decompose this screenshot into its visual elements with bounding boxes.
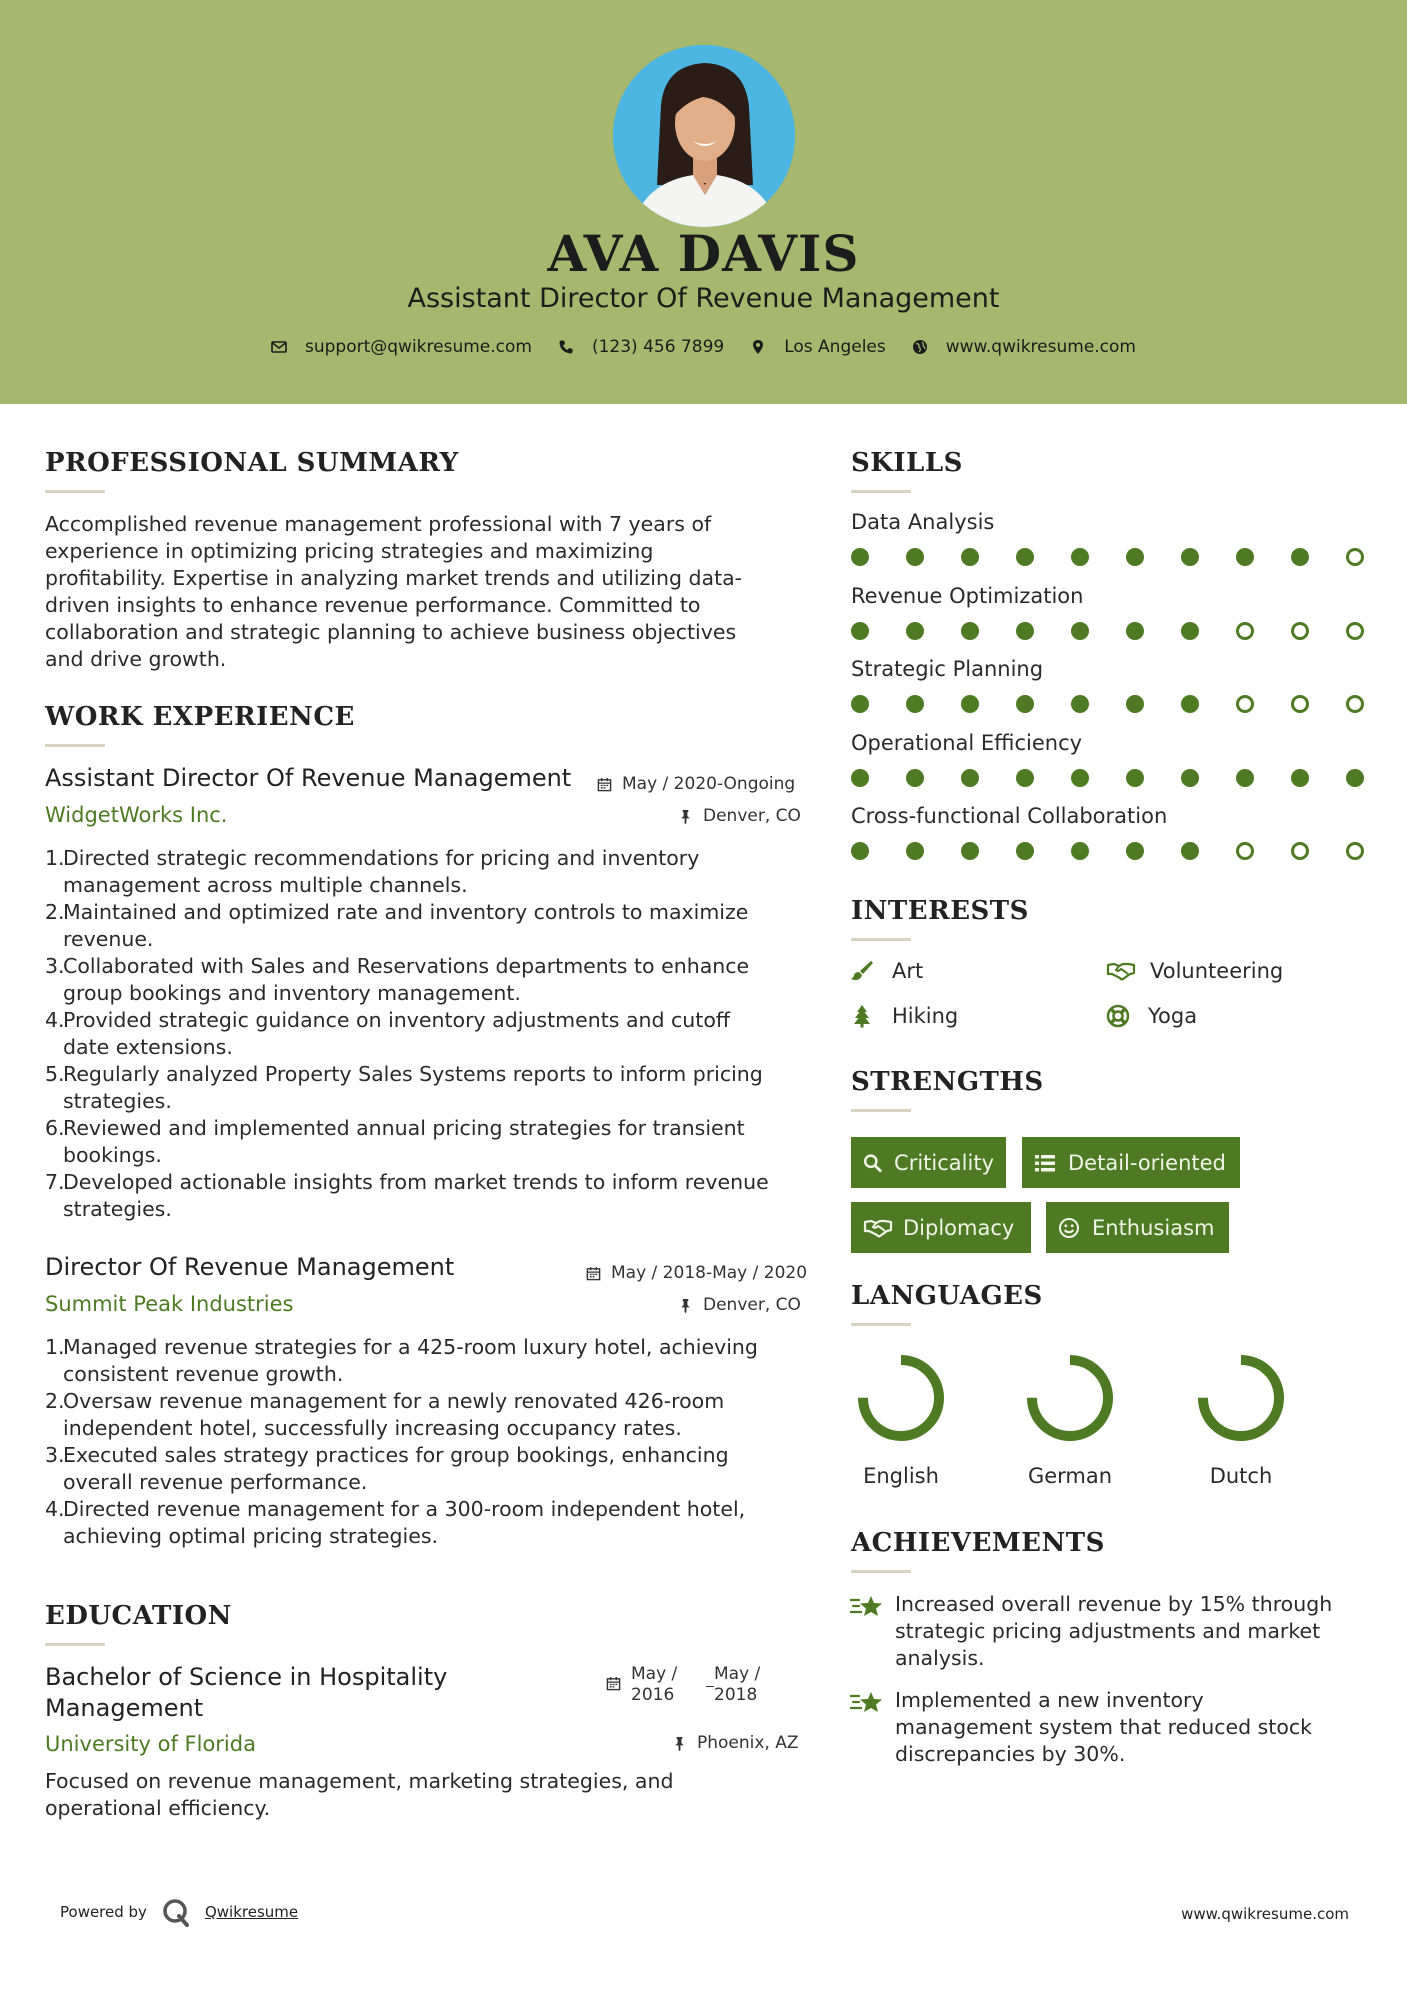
experience-heading: WORK EXPERIENCE <box>45 702 355 732</box>
list-icon <box>1034 1152 1056 1174</box>
summary-heading-rule <box>45 490 105 493</box>
resume-header <box>0 0 1407 404</box>
language-level-ring <box>1193 1350 1289 1446</box>
job-title: Assistant Director Of Revenue Management <box>45 764 572 792</box>
strength-badge <box>1046 1202 1229 1253</box>
globe-icon <box>912 339 928 355</box>
interest-label: Hiking <box>892 1004 959 1028</box>
achievement-text: Increased overall revenue by 15% through strategic pricing adjustments and market analysis. <box>895 1592 1333 1670</box>
education-heading-rule <box>45 1643 105 1646</box>
contact-phone[interactable] <box>558 337 724 357</box>
skill-dot-filled <box>906 695 924 713</box>
list-item: 1. Directed strategic recommendations for pricing and inventory management across multiple channels. <box>45 846 700 897</box>
brand-link[interactable]: Qwikresume <box>204 1903 299 1921</box>
skill-label: Strategic Planning <box>851 657 1044 681</box>
edu-start-date: May / 2016 <box>631 1664 678 1705</box>
profile-photo-image <box>613 45 795 227</box>
skill-dot-filled <box>1291 769 1309 787</box>
job-location <box>678 1295 801 1315</box>
skill-dot-filled <box>1181 548 1199 566</box>
strength-badge <box>851 1137 1006 1188</box>
skills-heading: SKILLS <box>851 448 963 478</box>
skill-dot-filled <box>906 842 924 860</box>
contact-location <box>750 337 886 357</box>
list-item: 4. Provided strategic guidance on inventory adjustments and cutoff date extensions. <box>45 1008 731 1059</box>
skill-dot-empty <box>1346 695 1364 713</box>
skill-dot-filled <box>1126 622 1144 640</box>
paintbrush-icon <box>850 959 874 983</box>
skill-dot-filled <box>1181 769 1199 787</box>
strength-label: Criticality <box>894 1150 994 1175</box>
language-item <box>1181 1350 1301 1488</box>
handshake-icon <box>863 1216 893 1240</box>
summary-line: profitability. Expertise in analyzing market trends and utilizing data- <box>45 566 743 590</box>
skills-heading-rule <box>851 490 911 493</box>
skill-dot-filled <box>1236 548 1254 566</box>
summary-heading: PROFESSIONAL SUMMARY <box>45 448 459 478</box>
strengths-heading: STRENGTHS <box>851 1067 1044 1097</box>
skill-dot-filled <box>1126 842 1144 860</box>
contact-email[interactable] <box>271 337 532 357</box>
language-item <box>1010 1350 1130 1488</box>
skill-dot-filled <box>851 695 869 713</box>
candidate-name: AVA DAVIS <box>547 224 860 283</box>
website-text: www.qwikresume.com <box>945 337 1136 357</box>
edu-calendar <box>606 1676 621 1695</box>
interests-heading-rule <box>851 938 911 941</box>
skill-dot-empty <box>1346 548 1364 566</box>
phone-icon <box>558 339 574 355</box>
skill-rating <box>851 769 1401 787</box>
shooting-star-icon <box>850 1591 884 1621</box>
skill-label: Operational Efficiency <box>851 730 1083 755</box>
job-location <box>678 806 801 826</box>
envelope-icon <box>271 339 287 355</box>
degree-line: Management <box>45 1694 204 1722</box>
skill-label: Revenue Optimization <box>851 583 1084 608</box>
email-text: support@qwikresume.com <box>305 337 532 357</box>
list-item: 5. Regularly analyzed Property Sales Systems reports to inform pricing strategies. <box>45 1062 763 1113</box>
job-location-text: Denver, CO <box>703 1295 801 1315</box>
list-item: 2. Maintained and optimized rate and inventory controls to maximize revenue. <box>45 900 749 951</box>
skill-rating <box>851 548 1401 566</box>
degree-line: Bachelor of Science in Hospitality <box>45 1663 448 1691</box>
skill-rating <box>851 842 1401 860</box>
skill-dot-filled <box>1291 548 1309 566</box>
skill-dot-filled <box>1016 695 1034 713</box>
list-item: 6. Reviewed and implemented annual pricing strategies for transient bookings. <box>45 1116 745 1167</box>
interest-label: Yoga <box>1148 1004 1198 1028</box>
skill-dot-filled <box>1126 769 1144 787</box>
list-item: 4. Directed revenue management for a 300-room independent hotel, achieving optimal pricing strategies. <box>45 1497 746 1548</box>
achievement-text: Implemented a new inventory management system that reduced stock discrepancies by 30%. <box>895 1688 1313 1766</box>
job-duties <box>45 845 805 1223</box>
language-label: Dutch <box>1209 1464 1273 1488</box>
list-item: 3. Collaborated with Sales and Reservations departments to enhance group bookings and inventory management. <box>45 954 750 1005</box>
skill-dot-filled <box>961 622 979 640</box>
strength-label: Enthusiasm <box>1092 1215 1215 1240</box>
lifebuoy-icon <box>1106 1004 1130 1028</box>
job-duties <box>45 1334 805 1550</box>
strengths-heading-rule <box>851 1109 911 1112</box>
languages-heading: LANGUAGES <box>851 1281 1043 1311</box>
calendar-icon <box>586 1266 601 1281</box>
achievement-item <box>850 1591 1335 1672</box>
strength-badge <box>851 1202 1031 1253</box>
skill-dot-filled <box>1071 842 1089 860</box>
list-item: 7. Developed actionable insights from market trends to inform revenue strategies. <box>45 1170 769 1221</box>
achievements-heading-rule <box>851 1570 911 1573</box>
school-name: University of Florida <box>45 1732 256 1756</box>
handshake-icon <box>1106 959 1136 983</box>
skill-dot-filled <box>961 695 979 713</box>
job-location-text: Denver, CO <box>703 806 801 826</box>
company-name: Summit Peak Industries <box>45 1292 294 1316</box>
skill-dot-filled <box>851 548 869 566</box>
skill-dot-filled <box>851 769 869 787</box>
skill-dot-filled <box>1071 622 1089 640</box>
language-item <box>841 1350 961 1488</box>
skill-dot-empty <box>1346 842 1364 860</box>
pushpin-icon <box>678 809 693 824</box>
skill-dot-empty <box>1291 622 1309 640</box>
skill-dot-empty <box>1346 622 1364 640</box>
job-date-text: May / 2020-Ongoing <box>622 774 796 794</box>
skill-dot-filled <box>851 622 869 640</box>
skill-dot-filled <box>961 842 979 860</box>
skill-dot-filled <box>1071 695 1089 713</box>
degree-title <box>45 1662 447 1724</box>
skill-dot-filled <box>1236 769 1254 787</box>
search-icon <box>863 1152 882 1174</box>
experience-heading-rule <box>45 744 105 747</box>
skill-label: Data Analysis <box>851 510 995 534</box>
school-location-text: Phoenix, AZ <box>697 1733 799 1753</box>
job-date <box>586 1263 807 1283</box>
qwikresume-logo-icon <box>161 1897 191 1927</box>
skill-label: Cross-functional Collaboration <box>851 804 1168 828</box>
pushpin-icon <box>678 1298 693 1313</box>
skill-dot-filled <box>961 548 979 566</box>
skill-dot-filled <box>1016 622 1034 640</box>
candidate-title: Assistant Director Of Revenue Management <box>407 283 1000 314</box>
skill-rating <box>851 622 1401 640</box>
skill-dot-empty <box>1291 695 1309 713</box>
location-text: Los Angeles <box>784 337 886 357</box>
smile-icon <box>1058 1217 1080 1239</box>
skill-dot-empty <box>1236 842 1254 860</box>
strength-label: Diplomacy <box>903 1215 1015 1240</box>
interest-item <box>850 959 923 983</box>
skill-dot-empty <box>1291 842 1309 860</box>
strength-badge <box>1022 1137 1240 1188</box>
tree-icon <box>850 1004 874 1028</box>
skill-dot-filled <box>1126 695 1144 713</box>
skill-dot-filled <box>1016 548 1034 566</box>
achievement-item <box>850 1687 1335 1768</box>
profile-photo <box>613 45 795 227</box>
language-label: German <box>1027 1464 1113 1488</box>
summary-text <box>45 511 805 673</box>
school-location <box>672 1733 799 1753</box>
contact-website[interactable] <box>912 337 1136 357</box>
language-level-ring <box>1022 1350 1118 1446</box>
skill-dot-filled <box>1016 842 1034 860</box>
pushpin-icon <box>672 1736 687 1751</box>
skill-dot-filled <box>1181 622 1199 640</box>
job-title: Director Of Revenue Management <box>45 1253 455 1281</box>
calendar-icon <box>597 777 612 792</box>
job-date <box>597 774 795 794</box>
map-pin-icon <box>750 339 766 355</box>
strength-label: Detail-oriented <box>1068 1150 1226 1175</box>
list-item: 3. Executed sales strategy practices for group bookings, enhancing overall revenue performance. <box>45 1443 729 1494</box>
skill-dot-filled <box>1126 548 1144 566</box>
list-item: 1. Managed revenue strategies for a 425-room luxury hotel, achieving consistent revenue growth. <box>45 1335 758 1386</box>
summary-line: and drive growth. <box>45 647 227 671</box>
calendar-icon <box>606 1676 621 1691</box>
shooting-star-icon <box>850 1687 884 1717</box>
skill-rating <box>851 695 1401 713</box>
education-description: Focused on revenue management, marketing strategies, and operational efficiency. <box>45 1769 674 1820</box>
list-item: 2. Oversaw revenue management for a newly renovated 426-room independent hotel, successfully increasing occupancy rates. <box>45 1389 725 1440</box>
edu-date-dash <box>706 1686 714 1687</box>
summary-line: collaboration and strategic planning to achieve business objectives <box>45 620 737 644</box>
interests-heading: INTERESTS <box>851 896 1029 926</box>
languages-heading-rule <box>851 1323 911 1326</box>
skill-dot-empty <box>1236 622 1254 640</box>
skill-dot-filled <box>1016 769 1034 787</box>
skill-dot-filled <box>906 548 924 566</box>
language-level-ring <box>853 1350 949 1446</box>
skill-dot-filled <box>1346 769 1364 787</box>
company-name: WidgetWorks Inc. <box>45 803 228 827</box>
job-date-text: May / 2018-May / 2020 <box>611 1263 808 1283</box>
summary-line: driven insights to enhance revenue performance. Committed to <box>45 593 701 617</box>
footer-powered-by <box>60 1897 298 1927</box>
edu-end-date: May / 2018 <box>714 1664 761 1705</box>
summary-line: experience in optimizing pricing strategies and maximizing <box>45 539 654 563</box>
skill-dot-filled <box>851 842 869 860</box>
skill-dot-filled <box>1071 769 1089 787</box>
language-label: English <box>863 1464 939 1488</box>
skill-dot-filled <box>906 622 924 640</box>
powered-by-text: Powered by <box>60 1903 147 1921</box>
skill-dot-filled <box>961 769 979 787</box>
phone-text: (123) 456 7899 <box>591 337 725 357</box>
summary-line: Accomplished revenue management professional with 7 years of <box>45 512 712 536</box>
interest-label: Volunteering <box>1150 959 1284 983</box>
achievements-heading: ACHIEVEMENTS <box>851 1528 1105 1558</box>
skill-dot-filled <box>1071 548 1089 566</box>
interest-item <box>1106 1004 1197 1028</box>
interest-item <box>1106 959 1283 983</box>
interest-label: Art <box>892 959 924 983</box>
education-heading: EDUCATION <box>45 1601 232 1631</box>
skill-dot-filled <box>1181 842 1199 860</box>
skill-dot-empty <box>1236 695 1254 713</box>
contact-bar <box>0 337 1407 357</box>
footer-website-link[interactable]: www.qwikresume.com <box>1181 1905 1349 1923</box>
interest-item <box>850 1004 958 1028</box>
skill-dot-filled <box>906 769 924 787</box>
skill-dot-filled <box>1181 695 1199 713</box>
